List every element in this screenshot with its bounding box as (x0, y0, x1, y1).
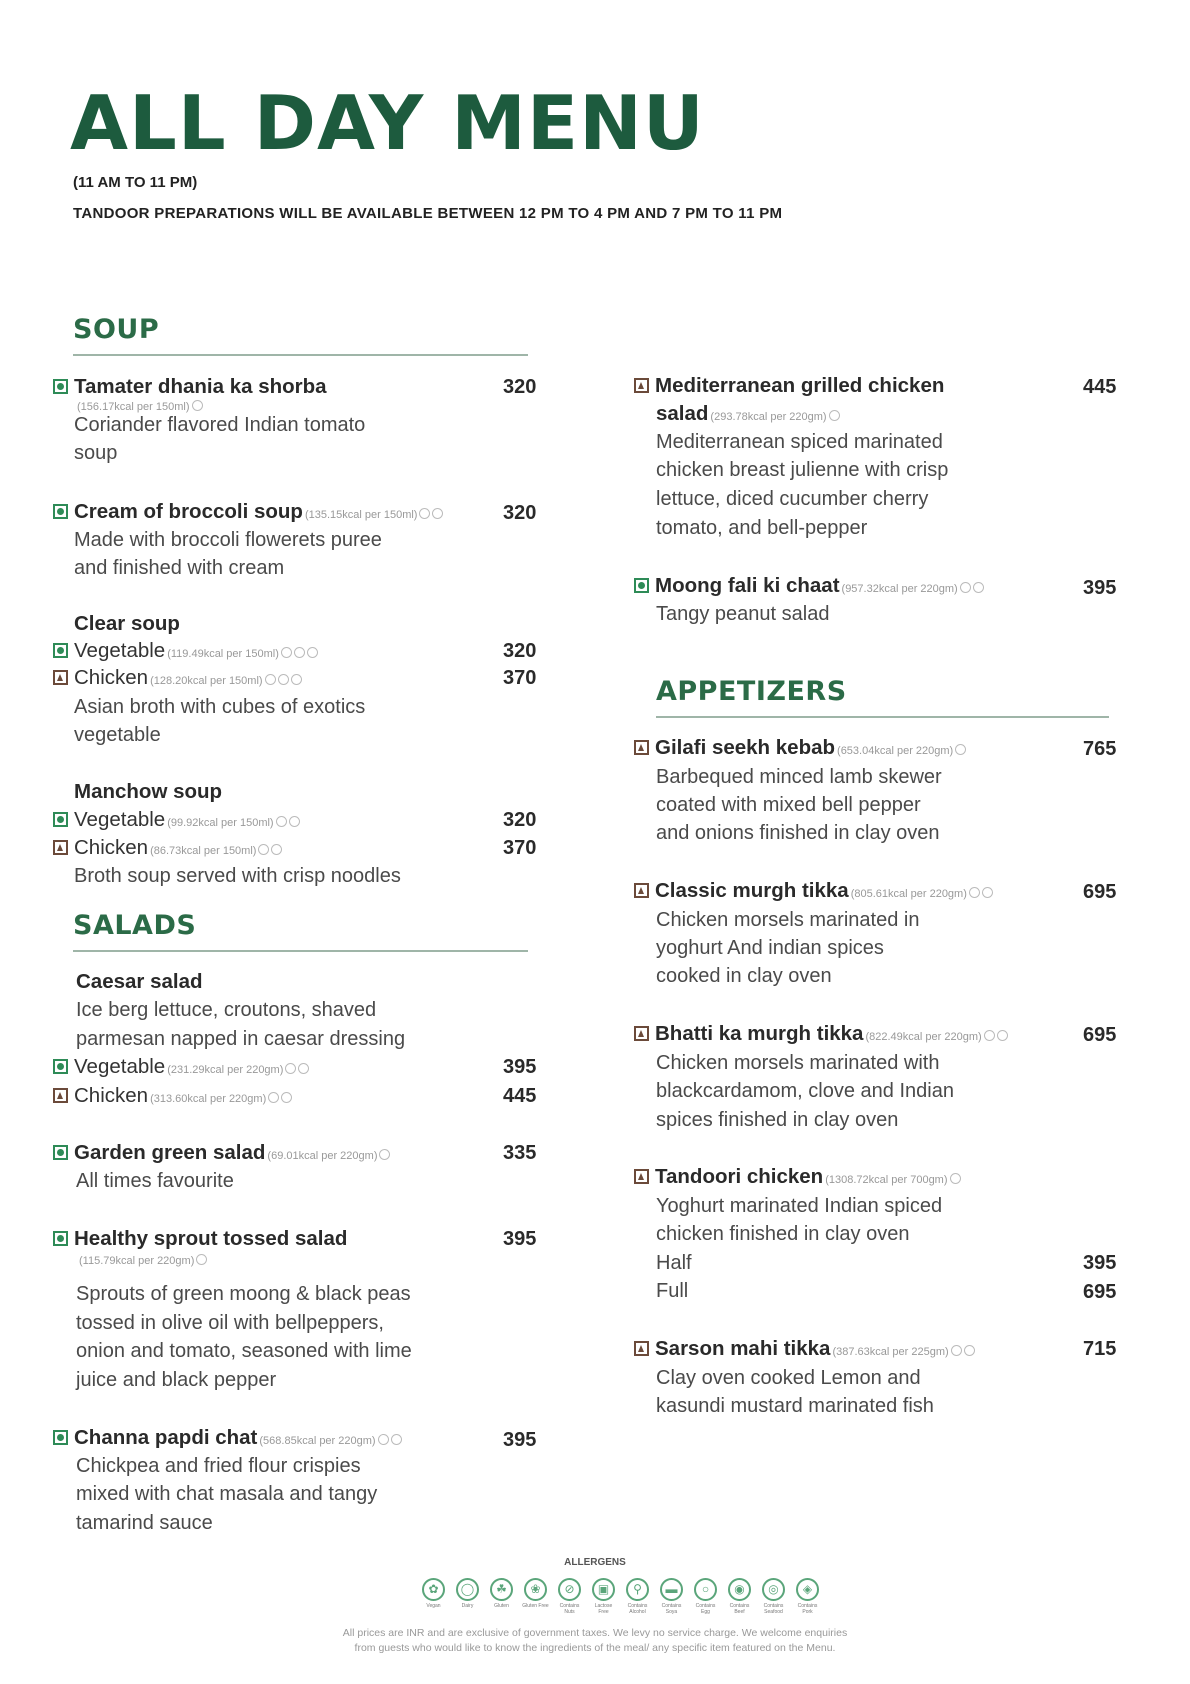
menu-item-name: Channa papdi chat (568.85kcal per 220gm) (53, 1428, 402, 1449)
menu-item-description: Mediterranean spiced marinated (656, 431, 943, 453)
menu-item-description: and finished with cream (74, 557, 285, 579)
allergen-mini-icon (960, 582, 971, 593)
allergen-mini-icon (281, 647, 292, 658)
allergen-mini-icon (196, 1254, 207, 1265)
menu-item-description: parmesan napped in caesar dressing (76, 1028, 406, 1050)
menu-item-description: tossed in olive oil with bellpeppers, (76, 1312, 384, 1334)
menu-item-description: lettuce, diced cucumber cherry (656, 488, 929, 510)
veg-icon (53, 379, 68, 394)
portion-half-label: Half (656, 1252, 692, 1274)
allergen-mini-icon (829, 410, 840, 421)
allergen-legend-item: ▬ Contains Soya (658, 1578, 685, 1615)
section-heading-salads: SALADS (73, 910, 197, 941)
allergen-legend (420, 1578, 821, 1615)
menu-item-name: Garden green salad (69.01kcal per 220gm) (53, 1143, 390, 1164)
variant-veg: Vegetable (119.49kcal per 150ml) (53, 641, 318, 662)
pork-icon: ◈ (796, 1578, 819, 1601)
menu-item-name: Moong fali ki chaat (957.32kcal per 220gm) (634, 576, 984, 597)
menu-title: ALL DAY MENU (70, 79, 705, 167)
allergen-mini-icon (294, 647, 305, 658)
footer-line: from guests who would like to know the ingredients of the meal/ any specific item featured on the Menu. (354, 1642, 836, 1655)
menu-item-description: Yoghurt marinated Indian spiced (656, 1195, 943, 1217)
calorie-info: (156.17kcal per 150ml) (77, 400, 203, 413)
menu-item-description: soup (74, 442, 118, 464)
menu-item-description: spices finished in clay oven (656, 1109, 899, 1131)
menu-item-name: Tandoori chicken (1308.72kcal per 700gm) (634, 1167, 961, 1188)
menu-item-name: Clear soup (74, 612, 180, 635)
allergen-mini-icon (268, 1092, 279, 1103)
menu-item-price: 695 (1083, 1024, 1117, 1046)
menu-item-name: Sarson mahi tikka (387.63kcal per 225gm) (634, 1339, 975, 1360)
lactose-free-icon: ▣ (592, 1578, 615, 1601)
veg-icon (53, 643, 68, 658)
allergen-legend-item: ◉ Contains Beef (726, 1578, 753, 1615)
dairy-icon: ◯ (456, 1578, 479, 1601)
menu-item-name: Classic murgh tikka (805.61kcal per 220gm) (634, 881, 993, 902)
veg-icon (53, 504, 68, 519)
menu-item-price: 395 (1083, 577, 1117, 599)
menu-item-description: Asian broth with cubes of exotics (74, 696, 366, 718)
allergen-mini-icon (951, 1345, 962, 1356)
allergen-mini-icon (278, 674, 289, 685)
menu-item-description: Chicken morsels marinated in (656, 909, 920, 931)
allergen-legend-item: ⚲ Contains Alcohol (624, 1578, 651, 1615)
variant-chicken: Chicken (86.73kcal per 150ml) (53, 838, 282, 859)
allergen-legend-item: ◯ Dairy (454, 1578, 481, 1615)
menu-item-description: chicken breast julienne with crisp (656, 459, 949, 481)
menu-item-description: Chicken morsels marinated with (656, 1052, 940, 1074)
allergen-mini-icon (419, 508, 430, 519)
non-veg-icon (53, 670, 68, 685)
veg-icon (53, 1231, 68, 1246)
menu-item-description: tamarind sauce (76, 1512, 213, 1534)
section-heading-soup: SOUP (73, 314, 160, 345)
menu-item-name: salad (293.78kcal per 220gm) (656, 404, 840, 425)
menu-item-description: blackcardamom, clove and Indian (656, 1080, 954, 1102)
footer-line: All prices are INR and are exclusive of government taxes. We levy no service charge. We welcome enquiries (342, 1627, 848, 1639)
allergen-legend-item: ❀ Gluten Free (522, 1578, 549, 1615)
menu-item-description: juice and black pepper (76, 1369, 277, 1391)
allergen-mini-icon (271, 844, 282, 855)
gluten-free-icon: ❀ (524, 1578, 547, 1601)
variant-price: 320 (503, 809, 537, 831)
beef-icon: ◉ (728, 1578, 751, 1601)
allergen-mini-icon (982, 887, 993, 898)
variant-price: 445 (503, 1085, 537, 1107)
menu-item-price: 395 (503, 1429, 537, 1451)
menu-item-price: 395 (503, 1228, 537, 1250)
allergen-mini-icon (984, 1030, 995, 1041)
menu-item-description: Barbequed minced lamb skewer (656, 766, 942, 788)
allergen-legend-item: ✿ Vegan (420, 1578, 447, 1615)
allergen-legend-item: ◎ Contains Seafood (760, 1578, 787, 1615)
non-veg-icon (634, 1026, 649, 1041)
allergen-mini-icon (298, 1063, 309, 1074)
menu-item-description: kasundi mustard marinated fish (656, 1395, 934, 1417)
allergen-mini-icon (291, 674, 302, 685)
menu-item-price: 695 (1083, 881, 1117, 903)
variant-price: 320 (503, 640, 537, 662)
variant-price: 370 (503, 837, 537, 859)
menu-item-description: Broth soup served with crisp noodles (74, 865, 401, 887)
allergen-mini-icon (289, 816, 300, 827)
allergen-mini-icon (955, 744, 966, 755)
menu-item-price: 445 (1083, 376, 1117, 398)
non-veg-icon (634, 1169, 649, 1184)
allergens-title: ALLERGENS (564, 1557, 626, 1568)
allergen-mini-icon (307, 647, 318, 658)
allergen-legend-item: ○ Contains Egg (692, 1578, 719, 1615)
non-veg-icon (634, 378, 649, 393)
veg-icon (53, 1145, 68, 1160)
footer-note (0, 1626, 1190, 1656)
veg-icon (53, 1059, 68, 1074)
vegan-icon: ✿ (422, 1578, 445, 1601)
calorie-info: (115.79kcal per 220gm) (79, 1254, 207, 1267)
veg-icon (53, 1430, 68, 1445)
veg-icon (634, 578, 649, 593)
menu-item-name: Gilafi seekh kebab (653.04kcal per 220gm) (634, 738, 966, 759)
allergen-mini-icon (950, 1173, 961, 1184)
menu-item-description: Chickpea and fried flour crispies (76, 1455, 361, 1477)
menu-item-description: vegetable (74, 724, 161, 746)
menu-item-price: 320 (503, 502, 537, 524)
non-veg-icon (634, 1341, 649, 1356)
menu-item-name: Mediterranean grilled chicken (634, 376, 944, 397)
allergen-mini-icon (964, 1345, 975, 1356)
variant-veg: Vegetable (231.29kcal per 220gm) (53, 1057, 309, 1078)
menu-item-description: Coriander flavored Indian tomato (74, 414, 366, 436)
allergen-mini-icon (432, 508, 443, 519)
portion-full-price: 695 (1083, 1281, 1117, 1303)
allergen-mini-icon (973, 582, 984, 593)
menu-item-name: Cream of broccoli soup (135.15kcal per 150ml) (53, 502, 443, 523)
allergen-mini-icon (391, 1434, 402, 1445)
menu-item-name: Caesar salad (76, 970, 203, 993)
allergen-mini-icon (192, 400, 203, 411)
menu-item-name: Healthy sprout tossed salad (53, 1229, 347, 1250)
allergen-mini-icon (258, 844, 269, 855)
menu-item-description: and onions finished in clay oven (656, 822, 940, 844)
section-divider (73, 950, 528, 952)
allergen-mini-icon (378, 1434, 389, 1445)
menu-item-description: cooked in clay oven (656, 965, 832, 987)
menu-hours: (11 AM TO 11 PM) (73, 174, 198, 191)
menu-item-description: mixed with chat masala and tangy (76, 1483, 378, 1505)
allergen-mini-icon (997, 1030, 1008, 1041)
alcohol-icon: ⚲ (626, 1578, 649, 1601)
allergen-legend-item: ⊘ Contains Nuts (556, 1578, 583, 1615)
section-divider (656, 716, 1109, 718)
non-veg-icon (53, 840, 68, 855)
variant-chicken: Chicken (313.60kcal per 220gm) (53, 1086, 292, 1107)
menu-item-description: coated with mixed bell pepper (656, 794, 921, 816)
tandoor-note: TANDOOR PREPARATIONS WILL BE AVAILABLE BETWEEN 12 PM TO 4 PM AND 7 PM TO 11 PM (73, 205, 783, 222)
allergen-mini-icon (281, 1092, 292, 1103)
non-veg-icon (634, 740, 649, 755)
allergen-mini-icon (379, 1149, 390, 1160)
menu-item-price: 715 (1083, 1338, 1117, 1360)
variant-chicken: Chicken (128.20kcal per 150ml) (53, 668, 302, 689)
menu-item-description: Clay oven cooked Lemon and (656, 1367, 921, 1389)
allergen-mini-icon (265, 674, 276, 685)
variant-veg: Vegetable (99.92kcal per 150ml) (53, 810, 300, 831)
menu-item-description: Ice berg lettuce, croutons, shaved (76, 999, 377, 1021)
seafood-icon: ◎ (762, 1578, 785, 1601)
variant-price: 395 (503, 1056, 537, 1078)
portion-full-label: Full (656, 1280, 689, 1302)
section-divider (73, 354, 528, 356)
menu-item-description: yoghurt And indian spices (656, 937, 884, 959)
menu-item-name: Tamater dhania ka shorba (53, 377, 327, 398)
allergen-legend-item: ▣ Lactose Free (590, 1578, 617, 1615)
menu-item-price: 335 (503, 1142, 537, 1164)
menu-item-description: tomato, and bell-pepper (656, 517, 868, 539)
menu-item-description: Tangy peanut salad (656, 603, 830, 625)
non-veg-icon (634, 883, 649, 898)
egg-icon: ○ (694, 1578, 717, 1601)
menu-item-price: 765 (1083, 738, 1117, 760)
section-heading-appetizers: APPETIZERS (656, 676, 847, 707)
menu-item-description: All times favourite (76, 1170, 234, 1192)
non-veg-icon (53, 1088, 68, 1103)
gluten-icon: ☘ (490, 1578, 513, 1601)
portion-half-price: 395 (1083, 1252, 1117, 1274)
menu-item-description: onion and tomato, seasoned with lime (76, 1340, 412, 1362)
allergen-mini-icon (969, 887, 980, 898)
menu-item-description: Made with broccoli flowerets puree (74, 529, 382, 551)
variant-price: 370 (503, 667, 537, 689)
nuts-icon: ⊘ (558, 1578, 581, 1601)
menu-item-description: chicken finished in clay oven (656, 1223, 910, 1245)
allergen-mini-icon (285, 1063, 296, 1074)
soya-icon: ▬ (660, 1578, 683, 1601)
menu-item-name: Bhatti ka murgh tikka (822.49kcal per 220gm) (634, 1024, 1008, 1045)
menu-item-price: 320 (503, 376, 537, 398)
allergen-legend-item: ◈ Contains Pork (794, 1578, 821, 1615)
allergen-mini-icon (276, 816, 287, 827)
menu-item-name: Manchow soup (74, 780, 223, 803)
menu-item-description: Sprouts of green moong & black peas (76, 1283, 411, 1305)
veg-icon (53, 812, 68, 827)
allergen-legend-item: ☘ Gluten (488, 1578, 515, 1615)
